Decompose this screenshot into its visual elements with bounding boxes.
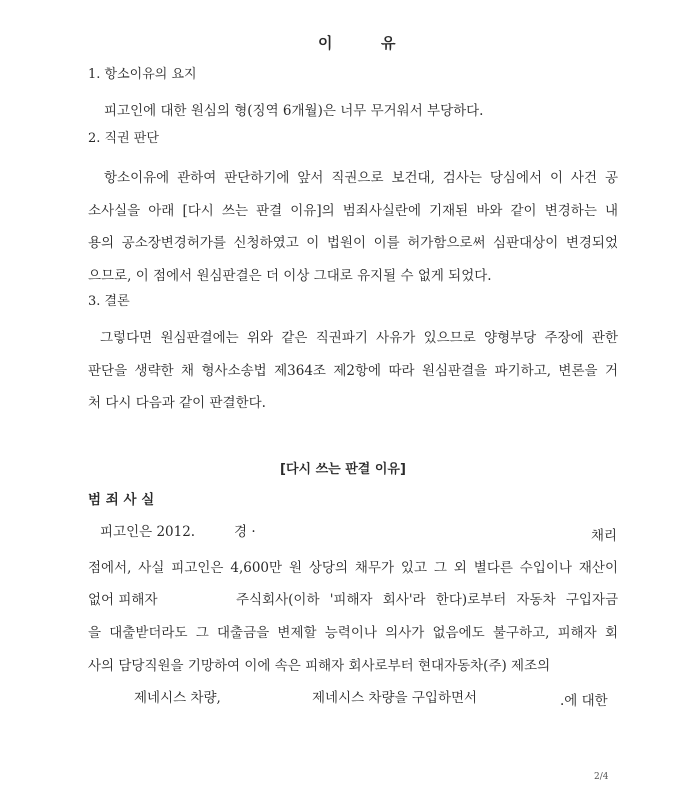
section2-line-4: 으므로, 이 점에서 원심판결은 더 이상 그대로 유지될 수 없게 되었다. — [88, 268, 492, 284]
crime-line-3-end: 주식회사(이하 '피해자 회사'라 한다)로부터 자동차 구입자금 — [236, 592, 618, 608]
section3-line-3: 처 다시 다음과 같이 판결한다. — [88, 395, 266, 411]
section3-line-1: 그렇다면 원심판결에는 위와 같은 직권파기 사유가 있으므로 양형부당 주장에 관한 — [100, 330, 618, 346]
crime-line-1-mid: 경 · — [234, 524, 256, 540]
section1-heading: 1. 항소이유의 요지 — [88, 67, 197, 82]
crime-facts-heading: 범 죄 사 실 — [88, 492, 155, 508]
section3-line-2: 판단을 생략한 채 형사소송법 제364조 제2항에 따라 원심판결을 파기하고, 변론을 거 — [88, 363, 618, 379]
section2-heading: 2. 직권 판단 — [88, 131, 159, 146]
section3-heading: 3. 결론 — [88, 294, 130, 309]
crime-line-1-end: 채리 — [591, 528, 618, 544]
rewrite-title: [다시 쓰는 판결 이유] — [280, 462, 406, 477]
crime-line-1-start: 피고인은 2012. — [100, 524, 196, 540]
crime-line-2: 점에서, 사실 피고인은 4,600만 원 상당의 채무가 있고 그 외 별다른 수입이나 재산이 — [88, 560, 618, 576]
title-char-1: 이 — [318, 34, 333, 52]
section2-line-2: 소사실을 아래 [다시 쓰는 판결 이유]의 범죄사실란에 기재된 바와 같이 변경하는 내 — [88, 203, 618, 219]
section2-line-3: 용의 공소장변경허가를 신청하였고 이 법원이 이를 허가함으로써 심판대상이 변경되었 — [88, 235, 618, 251]
title-char-2: 유 — [381, 34, 396, 52]
crime-line-4: 을 대출받더라도 그 대출금을 변제할 능력이나 의사가 없음에도 불구하고, 피해자 회 — [88, 625, 618, 641]
crime-line-6-c: .에 대한 — [560, 693, 608, 709]
crime-line-3-start: 없어 피해자 — [88, 592, 158, 608]
page-number: 2/4 — [594, 772, 609, 782]
crime-line-5: 사의 담당직원을 기망하여 이에 속은 피해자 회사로부터 현대자동차(주) 제조의 — [88, 658, 551, 674]
crime-line-6-b: 제네시스 차량을 구입하면서 — [312, 690, 478, 706]
section2-line-1: 항소이유에 관하여 판단하기에 앞서 직권으로 보건대, 검사는 당심에서 이 사건 공 — [104, 170, 618, 186]
section1-body: 피고인에 대한 원심의 형(징역 6개월)은 너무 무거워서 부당하다. — [104, 103, 484, 119]
crime-line-6-a: 제네시스 차량, — [134, 690, 221, 706]
